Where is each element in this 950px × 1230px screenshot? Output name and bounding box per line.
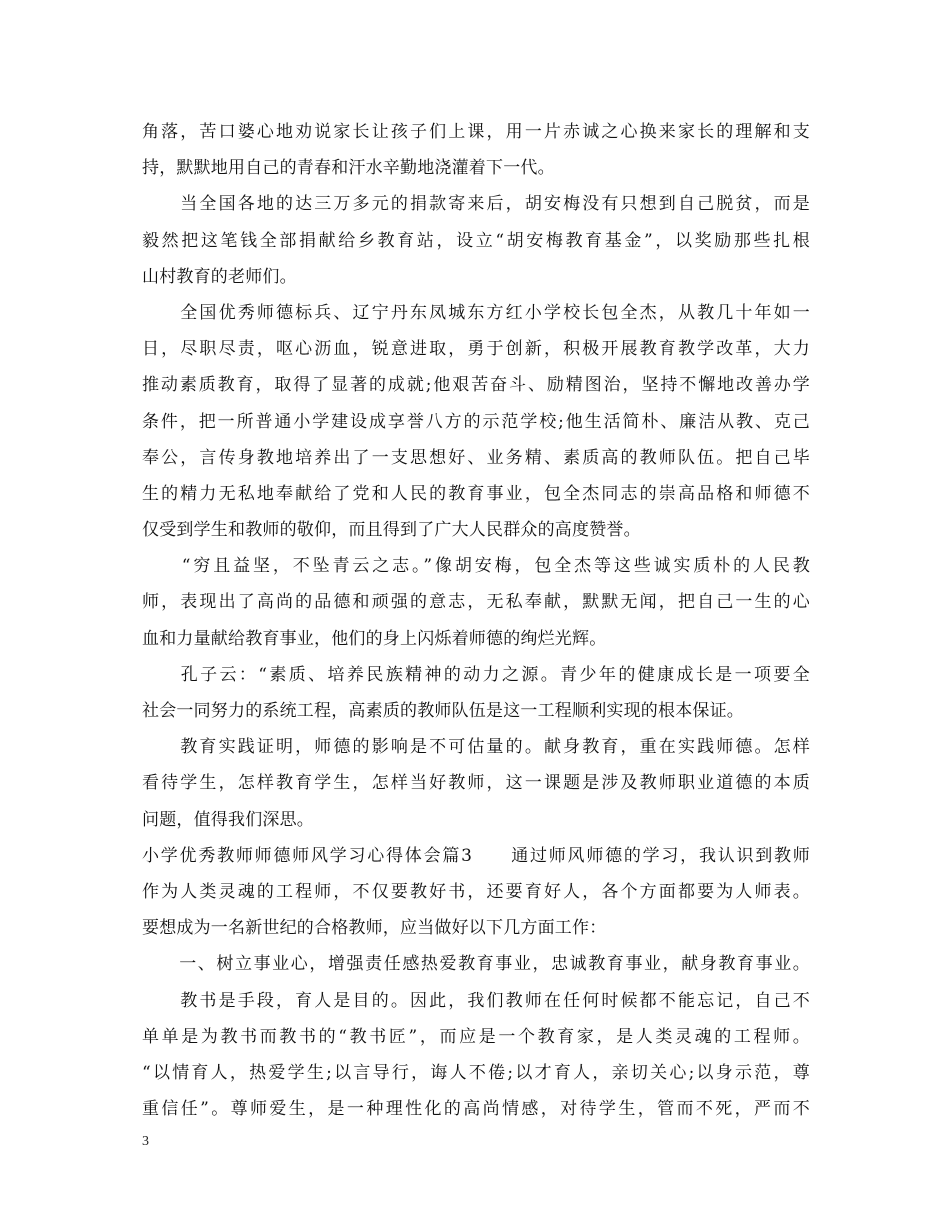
text-line: 一、树立事业心，增强责任感热爱教育事业，忠诚教育事业，献身教育事业。 <box>142 954 810 975</box>
text-line: “以情育人，热爱学生;以言导行，诲人不倦;以才育人，亲切关心;以身示范，尊 <box>142 1062 810 1083</box>
text-line: 看待学生，怎样教育学生，怎样当好教师，这一课题是涉及教师职业道德的本质 <box>142 773 810 794</box>
text-line: 单单是为教书而教书的“教书匠”，而应是一个教育家，是人类灵魂的工程师。 <box>142 1026 810 1047</box>
text-line: 教书是手段，育人是目的。因此，我们教师在任何时候都不能忘记，自己不 <box>142 990 810 1011</box>
text-line: 推动素质教育，取得了显著的成就;他艰苦奋斗、励精图治，坚持不懈地改善办学 <box>142 375 810 396</box>
text-line: 山村教育的老师们。 <box>142 266 297 287</box>
text-line: 血和力量献给教育事业，他们的身上闪烁着师德的绚烂光辉。 <box>142 628 607 649</box>
text-line: 当全国各地的达三万多元的捐款寄来后，胡安梅没有只想到自己脱贫，而是 <box>142 194 810 215</box>
text-line: 社会一同努力的系统工程，高素质的教师队伍是这一工程顺利实现的根本保证。 <box>142 701 744 721</box>
text-line: 持，默默地用自己的青春和汗水辛勤地浇灌着下一代。 <box>142 158 555 179</box>
text-line: 毅然把这笔钱全部捐献给乡教育站，设立“胡安梅教育基金”，以奖励那些扎根 <box>142 230 810 251</box>
text-line: 全国优秀师德标兵、辽宁丹东凤城东方红小学校长包全杰，从教几十年如一 <box>142 302 810 323</box>
document-body <box>142 114 810 1127</box>
text-line: 生的精力无私地奉献给了党和人民的教育事业，包全杰同志的崇高品格和师德不 <box>142 483 810 504</box>
text-line: 作为人类灵魂的工程师，不仅要教好书，还要育好人，各个方面都要为人师表。 <box>142 881 810 902</box>
text-line: 教育实践证明，师德的影响是不可估量的。献身教育，重在实践师德。怎样 <box>142 737 810 758</box>
text-line: 重信任”。尊师爱生，是一种理性化的高尚情感，对待学生，管而不死，严而不 <box>142 1099 810 1120</box>
text-line: 要想成为一名新世纪的合格教师，应当做好以下几方面工作： <box>142 918 607 939</box>
text-line: 孔子云：“素质、培养民族精神的动力之源。青少年的健康成长是一项要全 <box>142 664 810 685</box>
text-line: 问题，值得我们深思。 <box>142 809 314 830</box>
text-line: 仅受到学生和教师的敬仰，而且得到了广大人民群众的高度赞誉。 <box>142 520 641 541</box>
text-line: 师，表现出了高尚的品德和顽强的意志，无私奉献，默默无闻，把自己一生的心 <box>142 592 810 613</box>
text-line: 奉公，言传身教地培养出了一支思想好、业务精、素质高的教师队伍。把自己毕 <box>142 447 810 468</box>
text-line: 角落，苦口婆心地劝说家长让孩子们上课，用一片赤诚之心换来家长的理解和支 <box>142 122 810 142</box>
text-line: 小学优秀教师师德师风学习心得体会篇3 通过师风师德的学习，我认识到教师 <box>142 845 810 866</box>
text-line: “穷且益坚，不坠青云之志。”像胡安梅，包全杰等这些诚实质朴的人民教 <box>142 556 810 577</box>
page-number: 3 <box>142 1134 149 1149</box>
text-line: 日，尽职尽责，呕心沥血，锐意进取，勇于创新，积极开展教育教学改革，大力 <box>142 339 810 360</box>
text-line: 条件，把一所普通小学建设成享誉八方的示范学校;他生活简朴、廉洁从教、克己 <box>142 411 810 432</box>
